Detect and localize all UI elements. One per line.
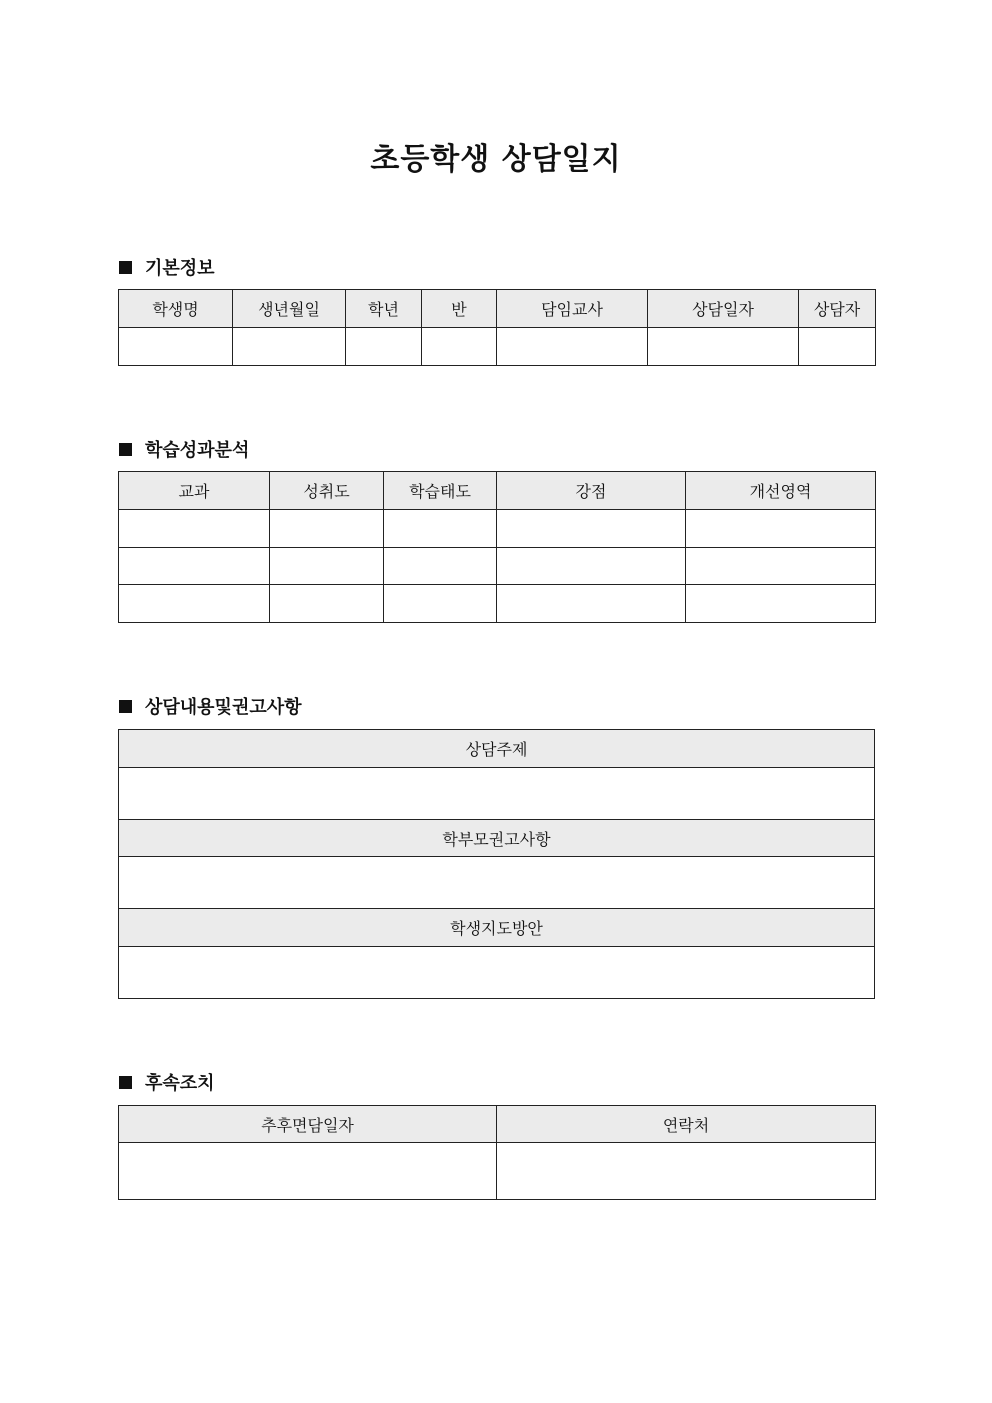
header-cell-class: 반 [422, 290, 497, 328]
input-cell[interactable] [497, 585, 686, 623]
header-cell-contact: 연락처 [497, 1106, 876, 1143]
input-cell[interactable] [497, 510, 686, 548]
section-heading-basic [119, 254, 215, 280]
square-bullet-icon [119, 700, 132, 713]
input-cell[interactable] [270, 510, 384, 548]
input-cell-counselor[interactable] [799, 328, 876, 366]
input-row [119, 1143, 876, 1200]
input-cell-class[interactable] [422, 328, 497, 366]
header-cell-counsel-topic: 상담주제 [119, 730, 875, 768]
header-cell-counsel-date: 상담일자 [648, 290, 799, 328]
section-heading-followup [119, 1069, 215, 1095]
input-cell[interactable] [497, 548, 686, 585]
header-row [119, 909, 875, 947]
input-cell[interactable] [119, 585, 270, 623]
learning-analysis-table [118, 471, 876, 623]
header-cell-grade: 학년 [346, 290, 422, 328]
header-cell-parent-advice: 학부모권고사항 [119, 820, 875, 857]
input-cell-birthdate[interactable] [233, 328, 346, 366]
header-cell-homeroom-teacher: 담임교사 [497, 290, 648, 328]
header-row [119, 472, 876, 510]
input-cell[interactable] [686, 510, 876, 548]
input-row [119, 947, 875, 999]
section-heading-label: 학습성과분석 [145, 440, 250, 461]
input-cell[interactable] [686, 585, 876, 623]
input-cell[interactable] [270, 585, 384, 623]
input-cell-counsel-topic[interactable] [119, 768, 875, 820]
input-cell-parent-advice[interactable] [119, 857, 875, 909]
input-cell-counsel-date[interactable] [648, 328, 799, 366]
followup-table [118, 1105, 876, 1200]
input-row [119, 328, 876, 366]
table-row [119, 585, 876, 623]
header-cell-student-name: 학생명 [119, 290, 233, 328]
header-cell-attitude: 학습태도 [384, 472, 497, 510]
input-cell[interactable] [119, 510, 270, 548]
header-cell-strength: 강점 [497, 472, 686, 510]
header-row [119, 820, 875, 857]
section-heading-label: 기본정보 [145, 258, 215, 279]
header-cell-followup-date: 추후면담일자 [119, 1106, 497, 1143]
input-cell[interactable] [384, 548, 497, 585]
header-row [119, 290, 876, 328]
header-row [119, 730, 875, 768]
section-heading-counsel [119, 693, 302, 719]
header-cell-birthdate: 생년월일 [233, 290, 346, 328]
square-bullet-icon [119, 1076, 132, 1089]
square-bullet-icon [119, 261, 132, 274]
counsel-table [118, 729, 875, 999]
input-cell[interactable] [384, 510, 497, 548]
input-cell[interactable] [270, 548, 384, 585]
page-title: 초등학생 상담일지 [370, 142, 622, 177]
header-cell-achievement: 성취도 [270, 472, 384, 510]
input-cell-student-guidance[interactable] [119, 947, 875, 999]
input-cell-grade[interactable] [346, 328, 422, 366]
table-row [119, 510, 876, 548]
section-heading-label: 후속조치 [145, 1073, 215, 1094]
header-cell-student-guidance: 학생지도방안 [119, 909, 875, 947]
input-cell[interactable] [384, 585, 497, 623]
input-row [119, 857, 875, 909]
header-cell-improvement: 개선영역 [686, 472, 876, 510]
input-cell[interactable] [686, 548, 876, 585]
basic-info-table [118, 289, 876, 366]
input-cell[interactable] [119, 548, 270, 585]
section-heading-learning [119, 436, 249, 462]
input-cell-followup-date[interactable] [119, 1143, 497, 1200]
table-row [119, 548, 876, 585]
header-cell-subject: 교과 [119, 472, 270, 510]
section-heading-label: 상담내용및권고사항 [145, 697, 302, 718]
input-cell-student-name[interactable] [119, 328, 233, 366]
header-row [119, 1106, 876, 1143]
input-row [119, 768, 875, 820]
input-cell-contact[interactable] [497, 1143, 876, 1200]
header-cell-counselor: 상담자 [799, 290, 876, 328]
square-bullet-icon [119, 443, 132, 456]
input-cell-homeroom-teacher[interactable] [497, 328, 648, 366]
